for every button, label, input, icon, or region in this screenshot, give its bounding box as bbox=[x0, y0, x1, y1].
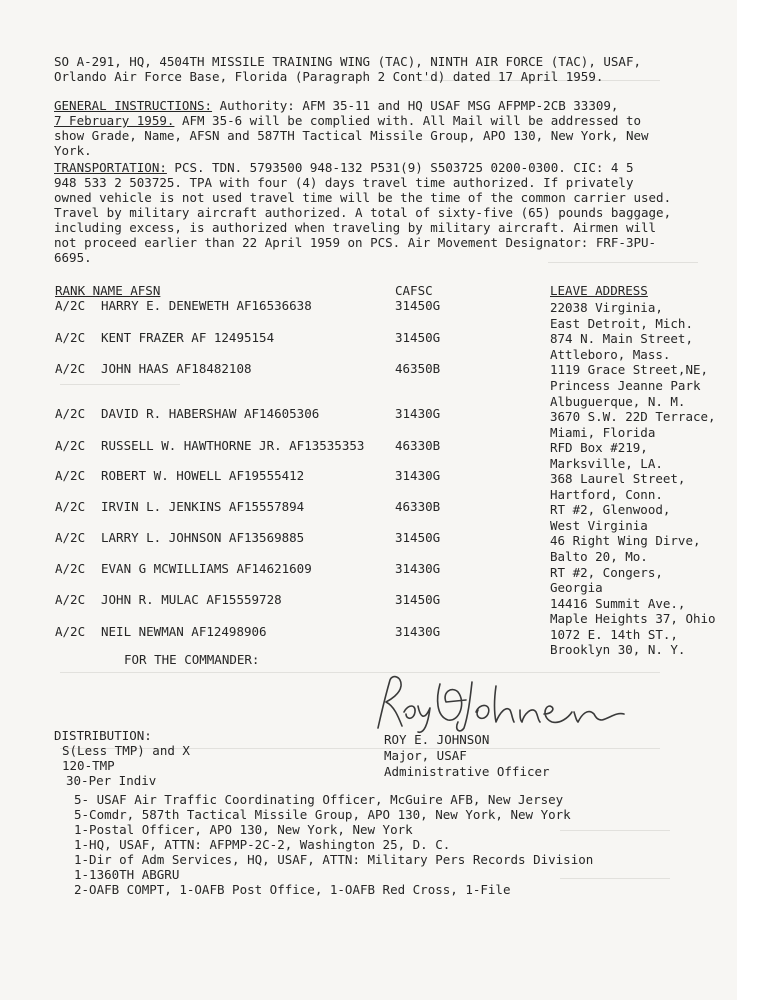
distribution-line: 120-TMP bbox=[62, 758, 115, 773]
leave-address-line: 1119 Grace Street,NE, bbox=[550, 362, 709, 377]
cafsc: 46330B bbox=[395, 499, 441, 514]
leave-address-line: Marksville, LA. bbox=[550, 456, 663, 471]
transportation-line-5: including excess, is authorized when traveling by military aircraft. Airmen will bbox=[54, 220, 657, 235]
name-afsn: ROBERT W. HOWELL AF19555412 bbox=[101, 468, 305, 483]
name-afsn: IRVIN L. JENKINS AF15557894 bbox=[101, 499, 305, 514]
leave-address-line: West Virginia bbox=[550, 518, 648, 533]
cafsc: 31450G bbox=[395, 330, 441, 345]
cafsc: 31450G bbox=[395, 530, 441, 545]
transportation-heading: TRANSPORTATION: bbox=[54, 160, 167, 175]
general-instructions-heading: GENERAL INSTRUCTIONS: bbox=[54, 98, 213, 113]
for-the-commander: FOR THE COMMANDER: bbox=[124, 652, 260, 667]
column-header-cafsc: CAFSC bbox=[395, 283, 433, 298]
column-header-leave-address: LEAVE ADDRESS bbox=[550, 283, 648, 298]
rank: A/2C bbox=[55, 624, 86, 639]
leave-address-line: 3670 S.W. 22D Terrace, bbox=[550, 409, 716, 424]
transportation-line-7: 6695. bbox=[54, 250, 92, 265]
name-afsn: HARRY E. DENEWETH AF16536638 bbox=[101, 298, 312, 313]
name-afsn: KENT FRAZER AF 12495154 bbox=[101, 330, 275, 345]
leave-address-line: East Detroit, Mich. bbox=[550, 316, 693, 331]
leave-address-line: Hartford, Conn. bbox=[550, 487, 663, 502]
general-instructions-line-3: show Grade, Name, AFSN and 587TH Tactical Missile Group, APO 130, New York, New bbox=[54, 128, 649, 143]
leave-address-line: Albuguerque, N. M. bbox=[550, 394, 686, 409]
name-afsn: LARRY L. JOHNSON AF13569885 bbox=[101, 530, 305, 545]
cafsc: 31430G bbox=[395, 406, 441, 421]
distribution-line: 2-OAFB COMPT, 1-OAFB Post Office, 1-OAFB Red Cross, 1-File bbox=[74, 882, 511, 897]
name-afsn: JOHN HAAS AF18482108 bbox=[101, 361, 252, 376]
leave-address-line: RFD Box #219, bbox=[550, 440, 648, 455]
transportation-codes: PCS. TDN. 5793500 948-132 P531(9) S503725 0200-0300. CIC: 4 5 bbox=[166, 160, 634, 175]
leave-address-line: 22038 Virginia, bbox=[550, 300, 663, 315]
signer-rank: Major, USAF bbox=[384, 748, 467, 763]
rank: A/2C bbox=[55, 530, 86, 545]
leave-address-line: 14416 Summit Ave., bbox=[550, 596, 686, 611]
leave-address-line: Miami, Florida bbox=[550, 425, 656, 440]
cafsc: 31450G bbox=[395, 592, 441, 607]
distribution-line: 1-1360TH ABGRU bbox=[74, 867, 180, 882]
rank: A/2C bbox=[55, 298, 86, 313]
rank: A/2C bbox=[55, 406, 86, 421]
distribution-line: 5- USAF Air Traffic Coordinating Officer, McGuire AFB, New Jersey bbox=[74, 792, 564, 807]
leave-address-line: 1072 E. 14th ST., bbox=[550, 627, 678, 642]
transportation-line-3: owned vehicle is not used travel time will be the time of the common carrier used. bbox=[54, 190, 672, 205]
rank: A/2C bbox=[55, 468, 86, 483]
cafsc: 31430G bbox=[395, 561, 441, 576]
leave-address-line: 874 N. Main Street, bbox=[550, 331, 693, 346]
rank: A/2C bbox=[55, 330, 86, 345]
rank: A/2C bbox=[55, 361, 86, 376]
leave-address-line: Brooklyn 30, N. Y. bbox=[550, 642, 686, 657]
name-afsn: JOHN R. MULAC AF15559728 bbox=[101, 592, 282, 607]
leave-address-line: Balto 20, Mo. bbox=[550, 549, 648, 564]
order-header-line-2: Orlando Air Force Base, Florida (Paragraph 2 Cont'd) dated 17 April 1959. bbox=[54, 69, 604, 84]
leave-address-line: RT #2, Glenwood, bbox=[550, 502, 671, 517]
distribution-line: 30-Per Indiv bbox=[66, 773, 157, 788]
transportation-line-1 bbox=[54, 161, 633, 176]
distribution-line: S(Less TMP) and X bbox=[62, 743, 190, 758]
general-instructions-authority: Authority: AFM 35-11 and HQ USAF MSG AFPMP-2CB 33309, bbox=[212, 98, 619, 113]
cafsc: 31430G bbox=[395, 624, 441, 639]
distribution-line: 5-Comdr, 587th Tactical Missile Group, APO 130, New York, New York bbox=[74, 807, 571, 822]
handwritten-signature bbox=[368, 672, 638, 736]
transportation-line-2: 948 533 2 503725. TPA with four (4) days travel time authorized. If privately bbox=[54, 175, 634, 190]
distribution-line: 1-HQ, USAF, ATTN: AFPMP-2C-2, Washington 25, D. C. bbox=[74, 837, 451, 852]
distribution-heading: DISTRIBUTION: bbox=[54, 728, 152, 743]
leave-address-line: Attleboro, Mass. bbox=[550, 347, 671, 362]
rank: A/2C bbox=[55, 592, 86, 607]
distribution-line: 1-Postal Officer, APO 130, New York, New York bbox=[74, 822, 413, 837]
transportation-line-4: Travel by military aircraft authorized. A total of sixty-five (65) pounds baggage, bbox=[54, 205, 672, 220]
name-afsn: RUSSELL W. HAWTHORNE JR. AF13535353 bbox=[101, 438, 365, 453]
general-instructions-line-2 bbox=[54, 114, 641, 129]
cafsc: 46330B bbox=[395, 438, 441, 453]
order-header-line-1: SO A-291, HQ, 4504TH MISSILE TRAINING WING (TAC), NINTH AIR FORCE (TAC), USAF, bbox=[54, 54, 641, 69]
name-afsn: EVAN G MCWILLIAMS AF14621609 bbox=[101, 561, 312, 576]
cafsc: 46350B bbox=[395, 361, 441, 376]
name-afsn: NEIL NEWMAN AF12498906 bbox=[101, 624, 267, 639]
page-margin bbox=[737, 0, 768, 1000]
leave-address-line: RT #2, Congers, bbox=[550, 565, 663, 580]
distribution-line: 1-Dir of Adm Services, HQ, USAF, ATTN: Military Pers Records Division bbox=[74, 852, 594, 867]
leave-address-line: Georgia bbox=[550, 580, 603, 595]
leave-address-line: 46 Right Wing Dirve, bbox=[550, 533, 701, 548]
general-instructions-mail: AFM 35-6 will be complied with. All Mail will be addressed to bbox=[174, 113, 642, 128]
column-header-rank-name-afsn: RANK NAME AFSN bbox=[55, 283, 161, 298]
general-instructions-line-4: York. bbox=[54, 143, 92, 158]
rank: A/2C bbox=[55, 499, 86, 514]
signer-name: ROY E. JOHNSON bbox=[384, 732, 490, 747]
authority-date: 7 February 1959. bbox=[54, 113, 175, 128]
signer-title: Administrative Officer bbox=[384, 764, 550, 779]
general-instructions-line-1 bbox=[54, 99, 618, 114]
cafsc: 31430G bbox=[395, 468, 441, 483]
transportation-line-6: not proceed earlier than 22 April 1959 on PCS. Air Movement Designator: FRF-3PU- bbox=[54, 235, 657, 250]
rank: A/2C bbox=[55, 561, 86, 576]
cafsc: 31450G bbox=[395, 298, 441, 313]
name-afsn: DAVID R. HABERSHAW AF14605306 bbox=[101, 406, 320, 421]
rank: A/2C bbox=[55, 438, 86, 453]
leave-address-line: Maple Heights 37, Ohio bbox=[550, 611, 716, 626]
leave-address-line: Princess Jeanne Park bbox=[550, 378, 701, 393]
leave-address-line: 368 Laurel Street, bbox=[550, 471, 686, 486]
